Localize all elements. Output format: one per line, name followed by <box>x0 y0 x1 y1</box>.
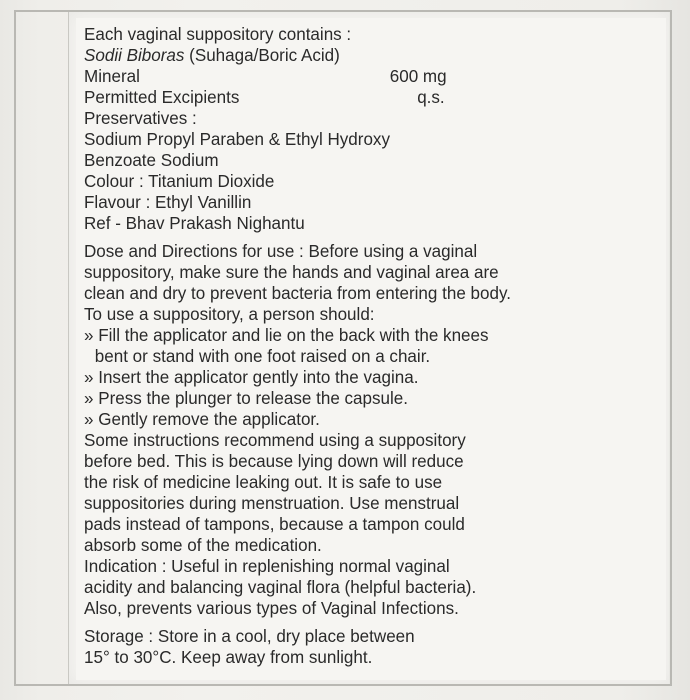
colour-line: Colour : Titanium Dioxide <box>84 171 275 191</box>
storage-line-2: 15° to 30°C. Keep away from sunlight. <box>84 647 373 667</box>
ingredient-rest: (Suhaga/Boric Acid) <box>184 45 340 65</box>
ingredient-line <box>84 45 594 66</box>
mineral-label: Mineral <box>84 66 140 86</box>
step-2: » Insert the applicator gently into the vagina. <box>84 367 419 387</box>
note-line-3: the risk of medicine leaking out. It is safe to use <box>84 472 443 492</box>
label-text <box>84 24 594 668</box>
note-line-4: suppositories during menstruation. Use menstrual <box>84 493 460 513</box>
preservatives-label: Preservatives : <box>84 108 197 128</box>
reference-line: Ref - Bhav Prakash Nighantu <box>84 213 305 233</box>
note-line-2: before bed. This is because lying down will reduce <box>84 451 464 471</box>
step-4: » Gently remove the applicator. <box>84 409 320 429</box>
note-line-5: pads instead of tampons, because a tampon could <box>84 514 465 534</box>
mineral-row <box>84 66 594 87</box>
composition-heading: Each vaginal suppository contains : <box>84 24 352 44</box>
excipients-label: Permitted Excipients <box>84 87 240 107</box>
excipients-value: q.s. <box>417 87 445 107</box>
indication-line-3: Also, prevents various types of Vaginal Infections. <box>84 598 459 618</box>
note-line-6: absorb some of the medication. <box>84 535 322 555</box>
directions-line-2: suppository, make sure the hands and vaginal area are <box>84 262 499 282</box>
preservatives-line-1: Sodium Propyl Paraben & Ethyl Hydroxy <box>84 129 390 149</box>
note-line-1: Some instructions recommend using a suppository <box>84 430 466 450</box>
directions-line-1: Dose and Directions for use : Before using a vaginal <box>84 241 478 261</box>
step-3: » Press the plunger to release the capsule. <box>84 388 409 408</box>
directions-line-4: To use a suppository, a person should: <box>84 304 375 324</box>
step-1-line-2: bent or stand with one foot raised on a chair. <box>94 346 431 366</box>
preservatives-line-2: Benzoate Sodium <box>84 150 219 170</box>
excipients-row <box>84 87 594 108</box>
ingredient-name: Sodii Biboras <box>84 45 185 65</box>
indication-line-2: acidity and balancing vaginal flora (helpful bacteria). <box>84 577 477 597</box>
step-1-line-1: » Fill the applicator and lie on the back with the knees <box>84 325 489 345</box>
flavour-line: Flavour : Ethyl Vanillin <box>84 192 252 212</box>
indication-line-1: Indication : Useful in replenishing normal vaginal <box>84 556 450 576</box>
mineral-value: 600 mg <box>389 66 447 86</box>
directions-line-3: clean and dry to prevent bacteria from entering the body. <box>84 283 511 303</box>
storage-line-1: Storage : Store in a cool, dry place between <box>84 626 415 646</box>
